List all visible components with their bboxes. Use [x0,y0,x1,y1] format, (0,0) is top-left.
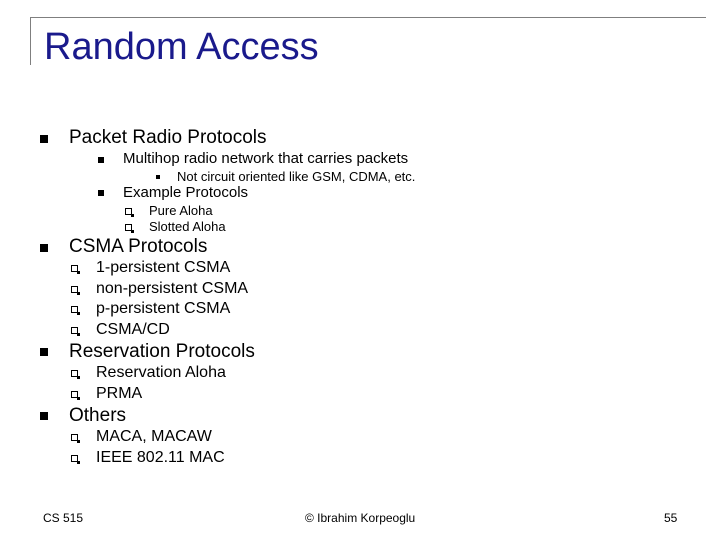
bullet-square-icon [40,244,48,252]
bullet-square-icon [156,175,160,179]
item-reservation-aloha: Reservation Aloha [96,364,226,381]
slide-title: Random Access [44,26,319,68]
bullet-box-icon [125,224,132,231]
bullet-square-icon [98,190,104,196]
bullet-box-icon [71,370,78,377]
item-ieee: IEEE 802.11 MAC [96,449,225,466]
bullet-box-icon [71,286,78,293]
item-csma-1: 1-persistent CSMA [96,259,231,276]
item-packet-radio: Packet Radio Protocols [69,127,267,148]
item-macaw: MACA, MACAW [96,428,212,445]
bullet-box-icon [71,455,78,462]
bullet-box-icon [71,306,78,313]
bullet-box-icon [71,327,78,334]
footer-course: CS 515 [43,511,84,525]
bullet-box-icon [71,391,78,398]
item-slotted-aloha: Slotted Aloha [149,219,226,234]
footer-author: © Ibrahim Korpeoglu [305,511,416,525]
item-csma: CSMA Protocols [69,236,208,257]
item-multihop: Multihop radio network that carries packets [123,150,409,167]
item-csma-p: p-persistent CSMA [96,300,231,317]
title-frame-top [30,17,706,18]
bullet-box-icon [125,208,132,215]
bullet-square-icon [40,412,48,420]
bullet-box-icon [71,265,78,272]
item-not-circuit: Not circuit oriented like GSM, CDMA, etc. [177,169,416,184]
bullet-box-icon [71,434,78,441]
bullet-square-icon [98,157,104,163]
item-csma-non: non-persistent CSMA [96,280,249,297]
item-others: Others [69,405,127,426]
title-frame-left [30,17,31,65]
bullet-square-icon [40,348,48,356]
item-example-protocols: Example Protocols [123,184,249,201]
item-pure-aloha: Pure Aloha [149,203,213,218]
item-csma-cd: CSMA/CD [96,321,170,338]
footer-page-number: 55 [664,511,678,525]
item-prma: PRMA [96,385,143,402]
bullet-square-icon [40,135,48,143]
item-reservation: Reservation Protocols [69,341,255,362]
